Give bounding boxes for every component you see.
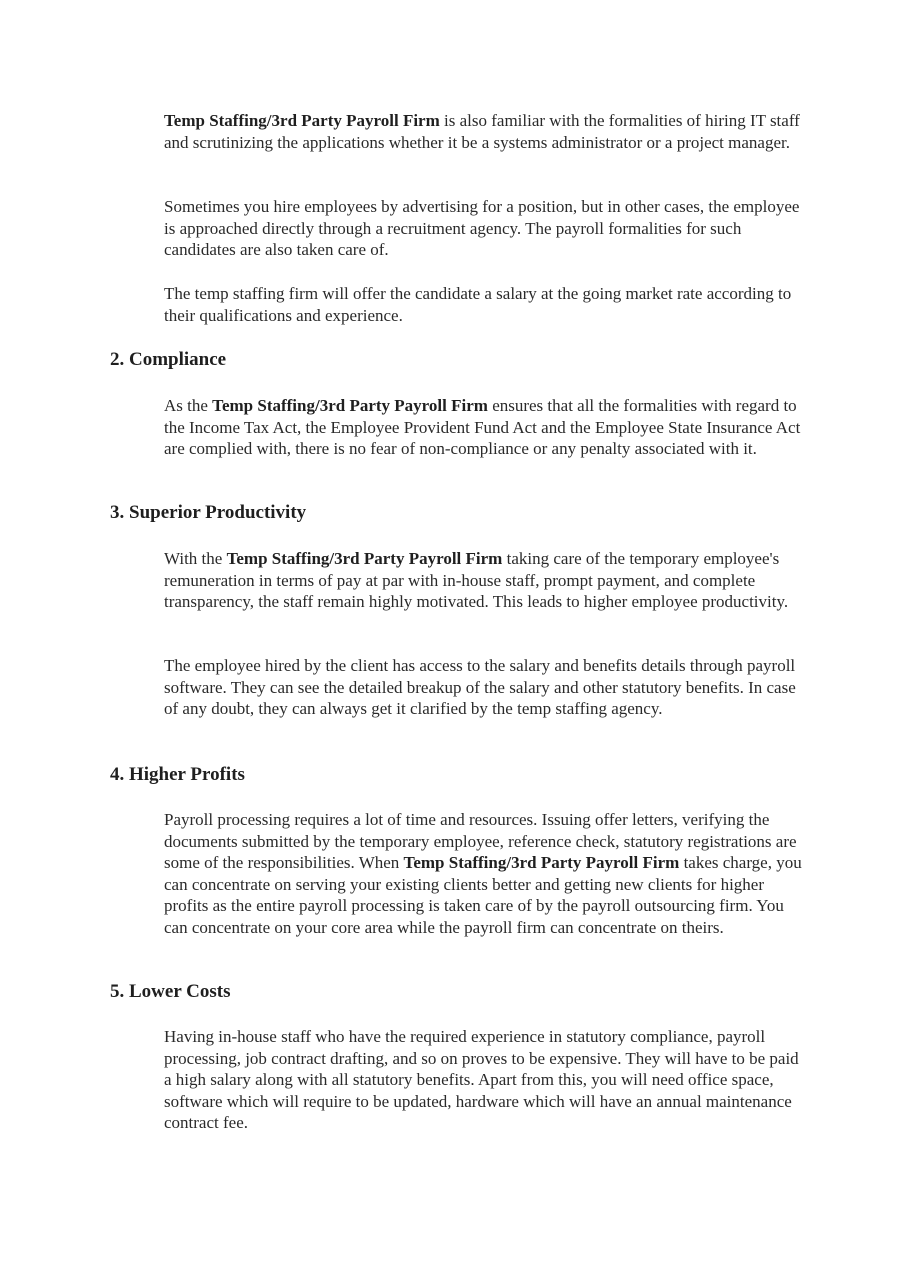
productivity-paragraph-1 xyxy=(164,548,804,613)
paragraph-text: taking care of the temporary employee's remuneration in terms of pay at par with in-house staff, prompt payment, and complete transparency, the staff remain highly motivated. This leads to higher employee productivity. xyxy=(164,549,789,612)
section-heading-profits: 4. Higher Profits xyxy=(110,764,245,785)
productivity-paragraph-2: The employee hired by the client has access to the salary and benefits details through payroll software. They can see the detailed breakup of the salary and other statutory benefits. In case of any doubt, they can always get it clarified by the temp staffing agency. xyxy=(164,656,796,719)
paragraph-text: is also familiar with the formalities of hiring IT staff and scrutinizing the applications whether it be a systems administrator or a project manager. xyxy=(164,111,800,152)
costs-paragraph: Having in-house staff who have the required experience in statutory compliance, payroll processing, job contract drafting, and so on proves to be expensive. They will have to be paid a high salary along with all statutory benefits. Apart from this, you will need office space, software which will require to be updated, hardware which will have an annual maintenance contract fee. xyxy=(164,1027,799,1133)
paragraph-text: ensures that all the formalities with regard to the Income Tax Act, the Employee Provident Fund Act and the Employee State Insurance Act are complied with, there is no fear of non-compliance or any penalty associated with it. xyxy=(164,396,801,459)
firm-name: Temp Staffing/3rd Party Payroll Firm xyxy=(403,853,680,873)
paragraph-text: With the xyxy=(164,549,227,568)
paragraph-text: takes charge, you can concentrate on serving your existing clients better and getting new clients for higher profits as the entire payroll processing is taken care of by the payroll outsourcing firm. You can concentrate on your core area while the payroll firm can concentrate on theirs. xyxy=(164,853,802,937)
compliance-paragraph xyxy=(164,395,804,460)
paragraph-text: As the xyxy=(164,396,213,415)
intro-paragraph-1 xyxy=(164,110,804,153)
firm-name: Temp Staffing/3rd Party Payroll Firm xyxy=(226,549,503,568)
firm-name: Temp Staffing/3rd Party Payroll Firm xyxy=(164,111,440,130)
intro-paragraph-2: Sometimes you hire employees by advertising for a position, but in other cases, the employee is approached directly through a recruitment agency. The payroll formalities for such candidates are also taken care of. xyxy=(164,197,800,260)
section-heading-costs: 5. Lower Costs xyxy=(110,981,231,1002)
section-heading-compliance: 2. Compliance xyxy=(110,349,227,370)
intro-paragraph-3: The temp staffing firm will offer the candidate a salary at the going market rate according to their qualifications and experience. xyxy=(164,284,792,325)
firm-name: Temp Staffing/3rd Party Payroll Firm xyxy=(212,396,488,415)
profits-paragraph xyxy=(164,809,804,939)
section-heading-productivity: 3. Superior Productivity xyxy=(110,502,307,523)
paragraph-text: Payroll processing requires a lot of time and resources. Issuing offer letters, verifying the documents submitted by the temporary employee, reference check, statutory registrations are some of the responsibilities. When xyxy=(164,810,797,873)
